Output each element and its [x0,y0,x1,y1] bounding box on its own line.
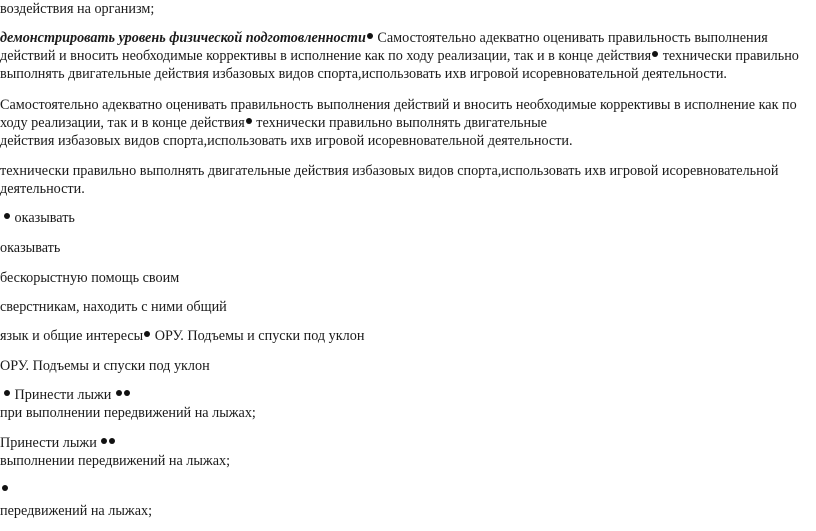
text-line-segment: Принести лыжи [0,435,101,451]
text-line-segment: воздействия на организм; [0,1,155,17]
bullet-icon [246,118,252,124]
bullet-icon [2,485,8,491]
text-line [0,209,75,227]
emphasized-phrase: демонстрировать уровень физической подготовленности [0,30,366,46]
text-line-segment: ОРУ. Подъемы и спуски под уклон [0,358,210,374]
text-line [0,96,797,114]
text-line-segment: действия избазовых видов спорта,использовать ихв игровой исоревновательной деятельности. [0,133,573,149]
text-line [0,114,547,132]
text-line-segment: действий и вносить необходимые коррективы в исполнение как по ходу реализации, так и в конце действия [0,48,652,64]
bullet-icon [124,390,130,396]
bullet-icon [652,51,658,57]
text-line-segment: выполнять двигательные действия избазовых видов спорта,использовать ихв игровой исоревновательной деятельности. [0,66,727,82]
text-line [0,132,573,150]
text-line [0,269,179,287]
text-line [0,29,768,47]
text-line [0,386,131,404]
bullet-icon [4,390,10,396]
text-line-segment: сверстникам, находить с ними общий [0,299,227,315]
bullet-icon [109,438,115,444]
text-line [0,502,152,520]
text-line-segment: бескорыстную помощь своим [0,270,180,286]
text-line-segment: ходу реализации, так и в конце действия [0,115,245,131]
text-line [0,298,227,316]
text-line-segment: технически правильно [659,48,799,64]
text-line [0,162,778,180]
bullet-icon [4,213,10,219]
text-line [0,65,727,83]
text-line [0,452,230,470]
text-line [0,434,116,452]
bullet-icon [367,33,373,39]
bullet-icon [116,390,122,396]
text-line-segment: оказывать [11,210,75,226]
text-line-segment: Самостоятельно адекватно оценивать правильность выполнения действий и вносить необходимые коррективы в исполнение как по [0,97,797,113]
text-line [0,404,256,422]
text-line-segment: ОРУ. Подъемы и спуски под уклон [151,328,365,344]
text-line-segment: Принести лыжи [11,387,115,403]
text-line [0,327,364,345]
bullet-icon [144,331,150,337]
text-line-segment: деятельности. [0,181,85,197]
text-line-segment: выполнении передвижений на лыжах; [0,453,231,469]
text-line [0,239,60,257]
text-line-segment: оказывать [0,240,61,256]
text-line-segment: Самостоятельно адекватно оценивать правильность выполнения [373,30,768,46]
bullet-icon [101,438,107,444]
text-line-segment: технически правильно выполнять двигательные [252,115,547,131]
text-line [0,0,154,18]
text-line-segment: язык и общие интересы [0,328,144,344]
text-line-segment: технически правильно выполнять двигательные действия избазовых видов спорта,использовать ихв игровой исоревновательной [0,163,779,179]
text-line [0,180,85,198]
text-line-segment: передвижений на лыжах; [0,503,153,519]
text-line-segment: при выполнении передвижений на лыжах; [0,405,256,421]
text-line [0,481,9,499]
text-line [0,357,210,375]
text-line [0,47,799,65]
